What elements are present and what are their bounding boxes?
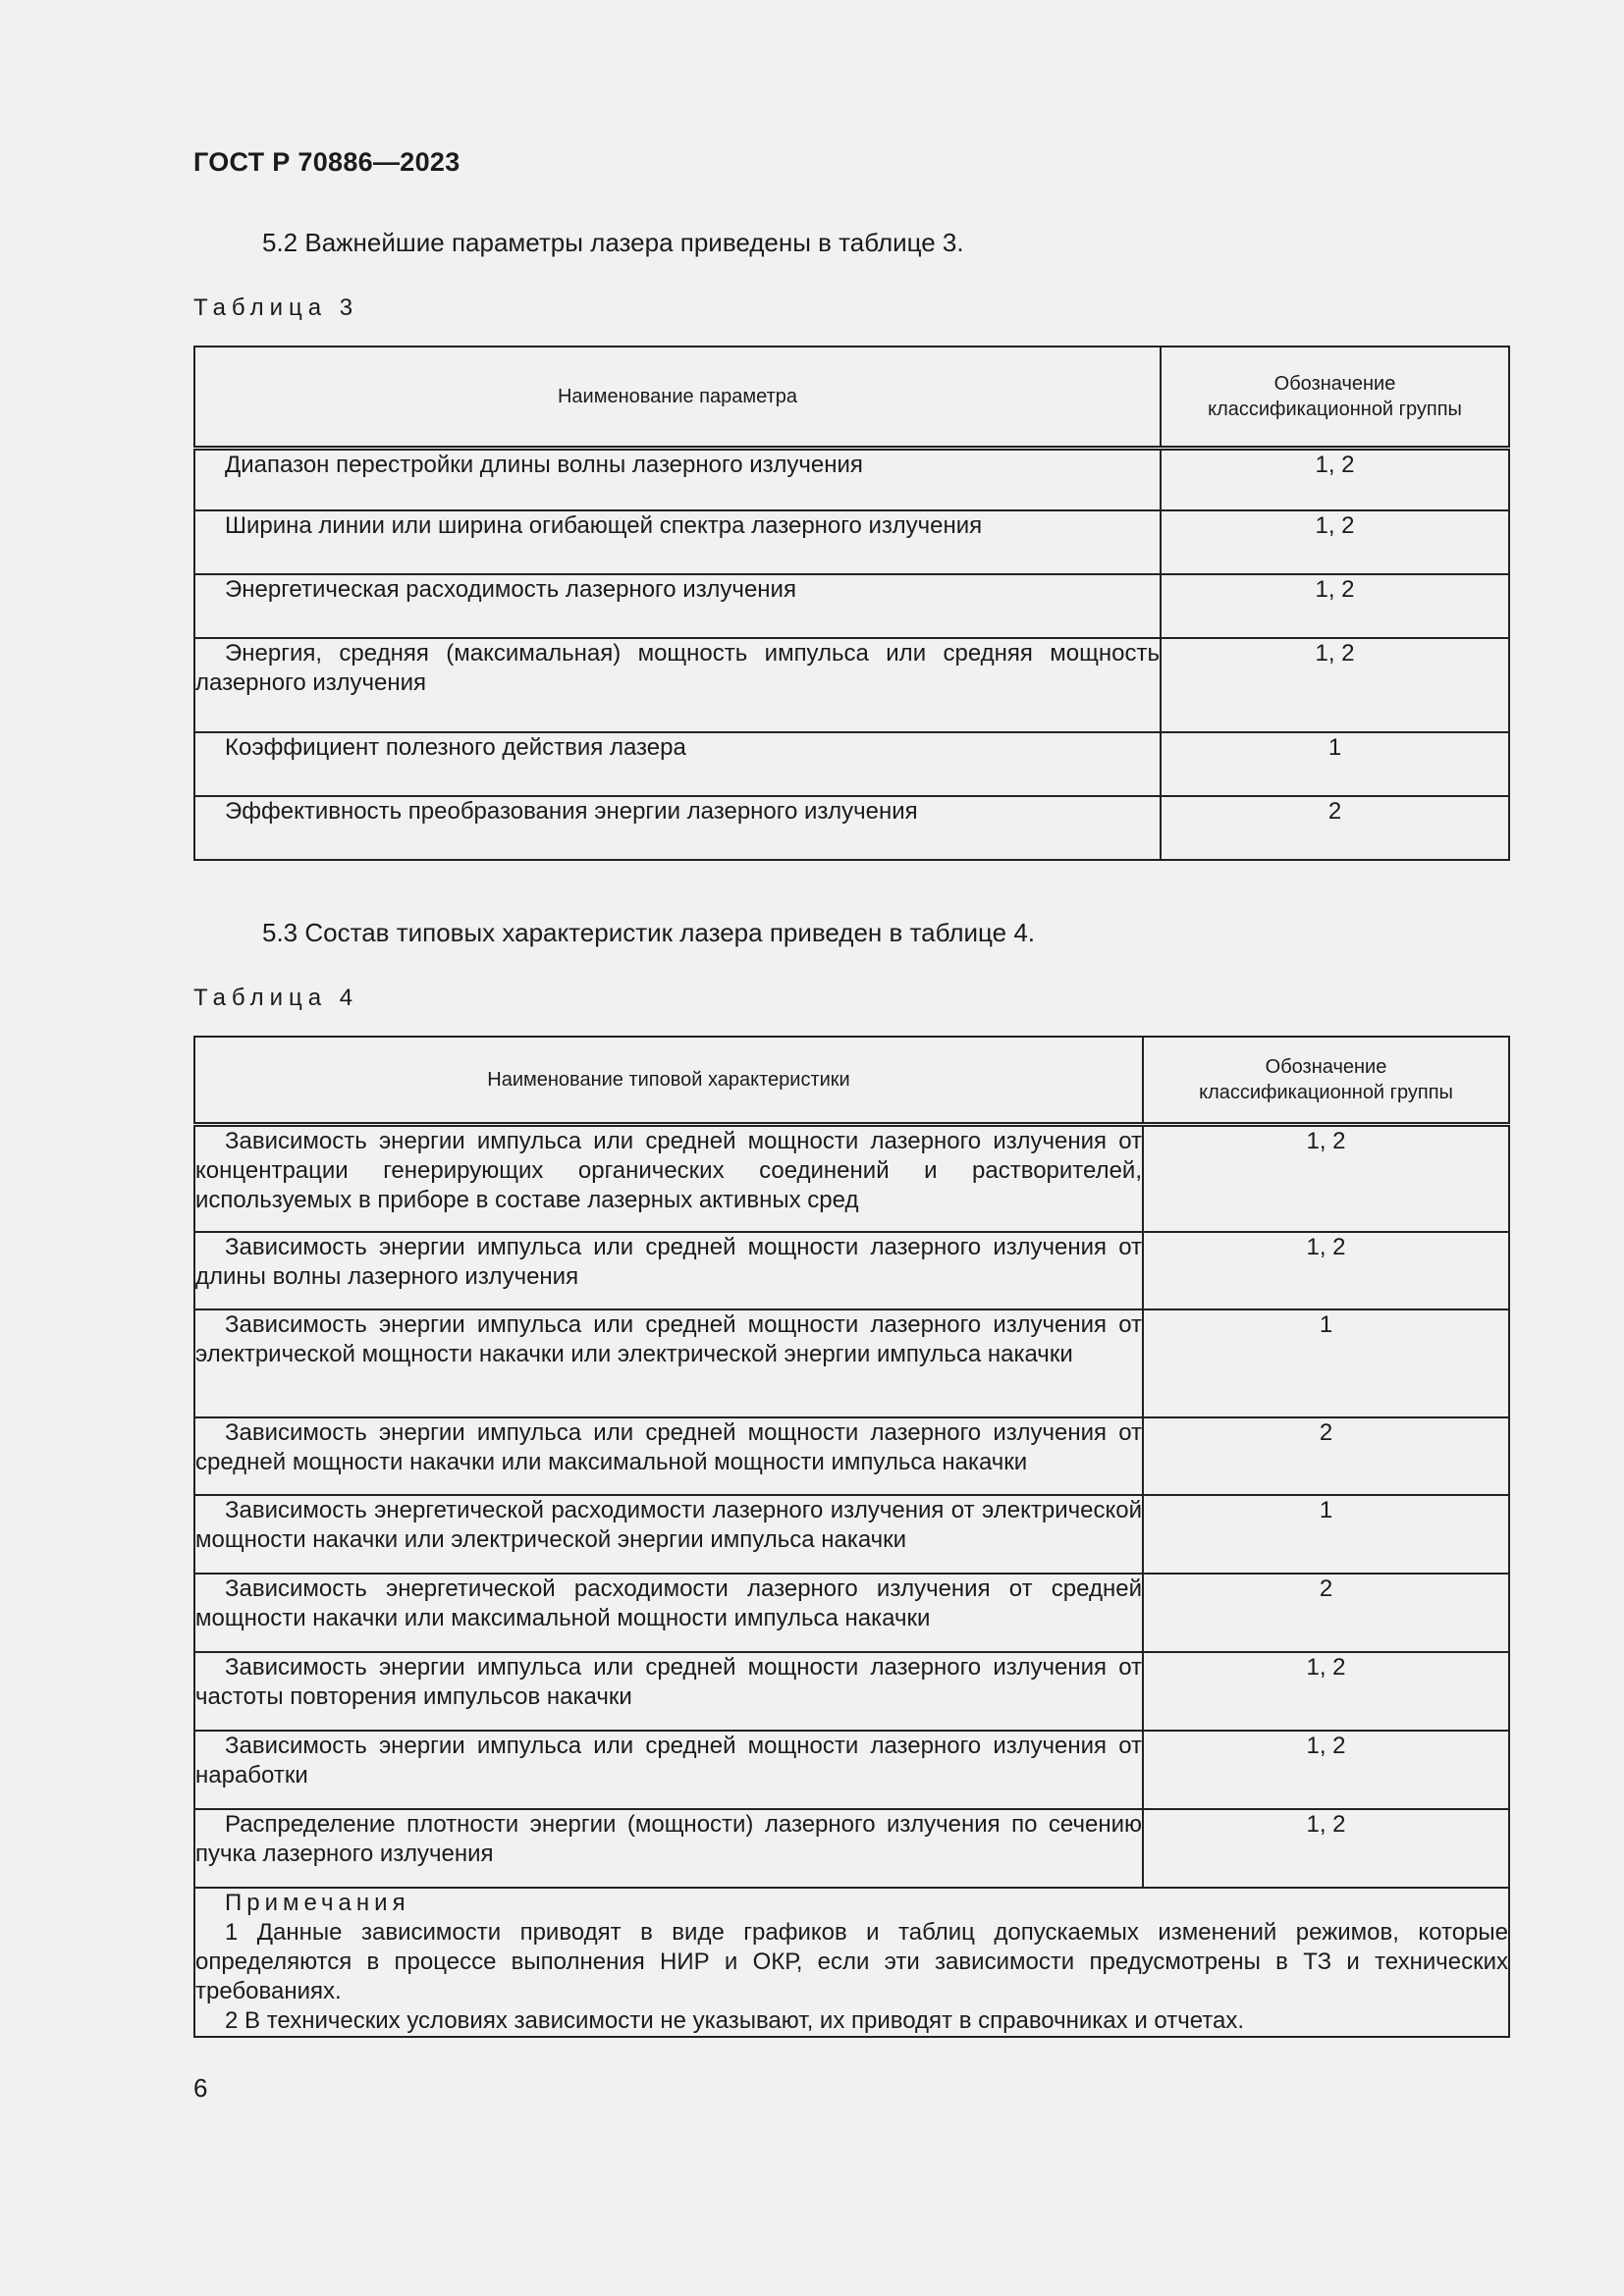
- table-row: [194, 732, 1509, 796]
- group-value: 1: [1161, 732, 1509, 796]
- note-item: 2 В технических условиях зависимости не указывают, их приводят в справочниках и отчетах.: [225, 2007, 1244, 2034]
- table-row: [194, 1574, 1509, 1652]
- notes-row: [194, 1888, 1509, 2037]
- table-row: [194, 1417, 1509, 1495]
- characteristic-name: Зависимость энергии импульса или средней мощности лазерного излучения от средней мощности накачки или максимальной мощности импульса накачки: [194, 1417, 1143, 1495]
- parameter-name: Ширина линии или ширина огибающей спектра лазерного излучения: [194, 510, 1161, 574]
- table-4-col-group: Обозначение классификационной группы: [1143, 1037, 1509, 1124]
- group-value: 1, 2: [1161, 574, 1509, 638]
- group-value: 1, 2: [1143, 1809, 1509, 1888]
- group-value: 1, 2: [1143, 1232, 1509, 1309]
- characteristic-name: Зависимость энергетической расходимости лазерного излучения от электрической мощности накачки или электрической энергии импульса накачки: [194, 1495, 1143, 1574]
- table-3-caption: Таблица 3: [193, 294, 359, 321]
- group-value: 1: [1143, 1495, 1509, 1574]
- parameter-name: Диапазон перестройки длины волны лазерного излучения: [194, 448, 1161, 510]
- characteristic-name: Зависимость энергетической расходимости лазерного излучения от средней мощности накачки или максимальной мощности импульса накачки: [194, 1574, 1143, 1652]
- table-row: [194, 1309, 1509, 1417]
- table-row: [194, 574, 1509, 638]
- characteristic-name: Зависимость энергии импульса или средней мощности лазерного излучения от наработки: [194, 1731, 1143, 1809]
- parameter-name: Коэффициент полезного действия лазера: [194, 732, 1161, 796]
- characteristic-name: Зависимость энергии импульса или средней мощности лазерного излучения от концентрации генерирующих органических соединений и растворителей, используемых в приборе в составе лазерных активных сред: [194, 1124, 1143, 1232]
- table-4-col-name: Наименование типовой характеристики: [194, 1037, 1143, 1124]
- page-number: 6: [193, 2073, 208, 2103]
- group-value: 1, 2: [1143, 1124, 1509, 1232]
- table-4-caption: Таблица 4: [193, 985, 359, 1011]
- table-3: [193, 346, 1510, 861]
- table-row: [194, 796, 1509, 860]
- characteristic-name: Зависимость энергии импульса или средней мощности лазерного излучения от частоты повторения импульсов накачки: [194, 1652, 1143, 1731]
- table-row: [194, 1495, 1509, 1574]
- table-row: [194, 1232, 1509, 1309]
- parameter-name: Эффективность преобразования энергии лазерного излучения: [194, 796, 1161, 860]
- table-row: [194, 1124, 1509, 1232]
- note-item: 1 Данные зависимости приводят в виде графиков и таблиц допускаемых изменений режимов, которые определяются в процессе выполнения НИР и ОКР, если эти зависимости предусмотрены в ТЗ и технических требованиях.: [195, 1919, 1508, 2004]
- table-row: [194, 1809, 1509, 1888]
- group-value: 2: [1161, 796, 1509, 860]
- table-row: [194, 1652, 1509, 1731]
- document-header: ГОСТ Р 70886—2023: [193, 147, 460, 177]
- table-3-col-name: Наименование параметра: [194, 347, 1161, 448]
- table-4: [193, 1036, 1510, 2038]
- group-value: 1: [1143, 1309, 1509, 1417]
- parameter-name: Энергия, средняя (максимальная) мощность импульса или средняя мощность лазерного излучения: [194, 638, 1161, 732]
- table-row: [194, 638, 1509, 732]
- group-value: 1, 2: [1161, 510, 1509, 574]
- table-3-header-row: [194, 347, 1509, 448]
- group-value: 1, 2: [1143, 1652, 1509, 1731]
- group-value: 1, 2: [1161, 448, 1509, 510]
- group-value: 1, 2: [1143, 1731, 1509, 1809]
- group-value: 1, 2: [1161, 638, 1509, 732]
- clause-5-3: 5.3 Состав типовых характеристик лазера приведен в таблице 4.: [262, 918, 1036, 947]
- characteristic-name: Зависимость энергии импульса или средней мощности лазерного излучения от электрической мощности накачки или электрической энергии импульса накачки: [194, 1309, 1143, 1417]
- table-3-col-group: Обозначение классификационной группы: [1161, 347, 1509, 448]
- characteristic-name: Зависимость энергии импульса или средней мощности лазерного излучения от длины волны лазерного излучения: [194, 1232, 1143, 1309]
- group-value: 2: [1143, 1417, 1509, 1495]
- clause-5-2: 5.2 Важнейшие параметры лазера приведены в таблице 3.: [262, 228, 964, 257]
- parameter-name: Энергетическая расходимость лазерного излучения: [194, 574, 1161, 638]
- notes-title: Примечания: [225, 1890, 410, 1916]
- table-row: [194, 1731, 1509, 1809]
- notes-cell: [194, 1888, 1509, 2037]
- characteristic-name: Распределение плотности энергии (мощности) лазерного излучения по сечению пучка лазерного излучения: [194, 1809, 1143, 1888]
- table-4-header-row: [194, 1037, 1509, 1124]
- group-value: 2: [1143, 1574, 1509, 1652]
- table-row: [194, 448, 1509, 510]
- table-row: [194, 510, 1509, 574]
